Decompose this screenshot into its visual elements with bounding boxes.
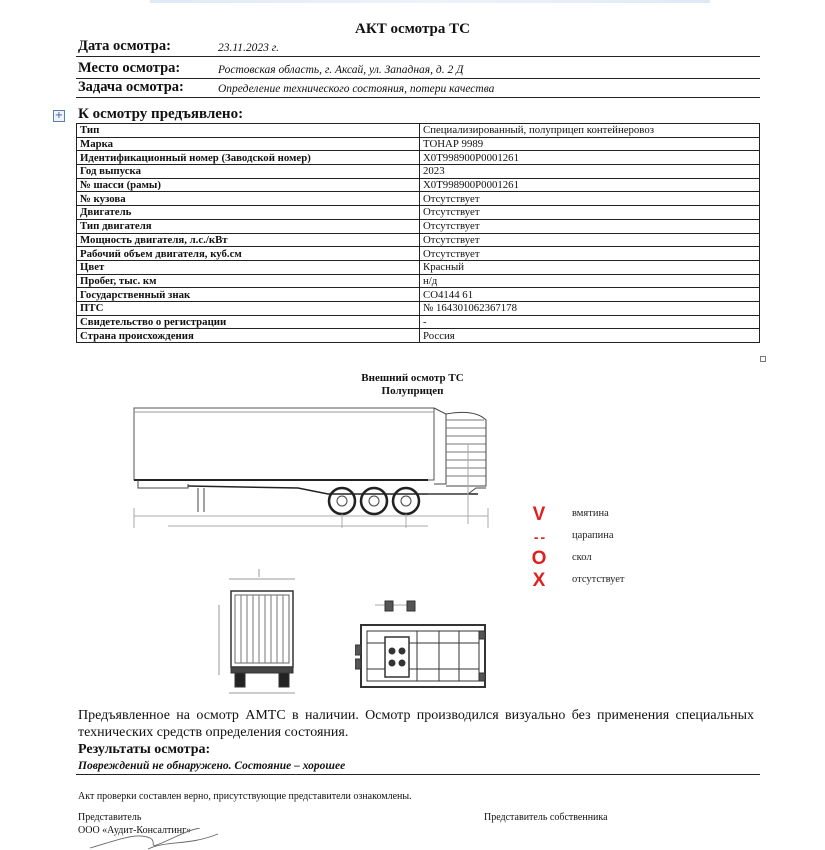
spec-key: № кузова xyxy=(77,192,420,206)
legend-item-chip xyxy=(527,548,677,570)
spec-key: Марка xyxy=(77,137,420,151)
spec-key: Мощность двигателя, л.с./кВт xyxy=(77,233,420,247)
spec-value: ТОНАР 9989 xyxy=(420,137,760,151)
spec-value: Отсутствует xyxy=(420,219,760,233)
spec-value: Красный xyxy=(420,260,760,274)
spec-key: Цвет xyxy=(77,260,420,274)
spec-key: Тип xyxy=(77,124,420,138)
spec-value: X0T998900P0001261 xyxy=(420,178,760,192)
results-label: Результаты осмотра: xyxy=(78,742,211,757)
chip-symbol-icon: O xyxy=(531,548,547,569)
inspection-date-row xyxy=(76,38,760,57)
spec-value: № 164301062367178 xyxy=(420,301,760,315)
table-move-handle-icon[interactable]: + xyxy=(54,110,64,121)
spec-row xyxy=(77,329,760,343)
spec-key: Страна происхождения xyxy=(77,329,420,343)
spec-key: Идентификационный номер (Заводской номер) xyxy=(77,151,420,165)
inspection-task-value: Определение технического состояния, потери качества xyxy=(218,83,495,95)
legend-label-chip: скол xyxy=(572,552,592,563)
spec-row xyxy=(77,178,760,192)
spec-row xyxy=(77,219,760,233)
spec-key: Двигатель xyxy=(77,206,420,220)
legend-label-missing: отсутствует xyxy=(572,574,625,585)
document-title: АКТ осмотра ТС xyxy=(355,21,470,37)
spec-key: ПТС xyxy=(77,301,420,315)
spec-value: 2023 xyxy=(420,165,760,179)
legend-label-scratch: царапина xyxy=(572,530,614,541)
spec-key: Свидетельство о регистрации xyxy=(77,315,420,329)
inspection-paragraph: Предъявленное на осмотр АМТС в наличии. Осмотр производился визуально без применения специальных технических средств определения состояния. xyxy=(78,708,754,740)
trailer-top-view-drawing xyxy=(355,575,490,695)
spec-value: - xyxy=(420,315,760,329)
inspection-place-label: Место осмотра: xyxy=(78,60,181,76)
spec-value: Отсутствует xyxy=(420,192,760,206)
results-text: Повреждений не обнаружено. Состояние – хорошее xyxy=(78,760,346,772)
spec-value: X0T998900P0001261 xyxy=(420,151,760,165)
vehicle-spec-table xyxy=(76,123,760,343)
spec-value: Россия xyxy=(420,329,760,343)
inspection-date-label: Дата осмотра: xyxy=(78,38,171,54)
presented-section-title: К осмотру предъявлено: xyxy=(78,106,244,122)
exterior-title-line2: Полуприцеп xyxy=(381,385,444,397)
spec-row xyxy=(77,124,760,138)
inspection-place-row xyxy=(76,60,760,79)
legend-item-dent xyxy=(527,504,677,526)
trailer-side-view-drawing xyxy=(128,404,498,544)
spec-row xyxy=(77,274,760,288)
spec-key: Пробег, тыс. км xyxy=(77,274,420,288)
spec-value: Отсутствует xyxy=(420,206,760,220)
spec-key: Рабочий объем двигателя, куб.см xyxy=(77,247,420,261)
spec-row xyxy=(77,288,760,302)
spec-key: Тип двигателя xyxy=(77,219,420,233)
spec-row xyxy=(77,260,760,274)
results-row xyxy=(76,758,760,775)
spec-value: СО4144 61 xyxy=(420,288,760,302)
spec-row xyxy=(77,165,760,179)
spec-row xyxy=(77,206,760,220)
top-strip xyxy=(150,0,710,3)
inspection-place-value: Ростовская область, г. Аксай, ул. Западная, д. 2 Д xyxy=(218,64,464,76)
spec-row xyxy=(77,301,760,315)
table-resize-handle[interactable] xyxy=(760,356,766,362)
dent-symbol-icon: V xyxy=(532,504,546,525)
spec-key: № шасси (рамы) xyxy=(77,178,420,192)
scratch-symbol-icon: - - xyxy=(533,529,545,545)
missing-symbol-icon: X xyxy=(532,570,546,591)
spec-row xyxy=(77,233,760,247)
inspection-task-label: Задача осмотра: xyxy=(78,79,184,95)
spec-value: Отсутствует xyxy=(420,247,760,261)
trailer-rear-view-drawing xyxy=(215,565,305,700)
inspection-task-row xyxy=(76,79,760,98)
signature-drawing xyxy=(88,828,228,850)
spec-row xyxy=(77,151,760,165)
legend-item-missing xyxy=(527,570,677,592)
spec-row xyxy=(77,315,760,329)
representative-owner-title: Представитель собственника xyxy=(484,812,608,823)
spec-value: Специализированный, полуприцеп контейнеровоз xyxy=(420,124,760,138)
exterior-title-line1: Внешний осмотр ТС xyxy=(361,372,464,384)
spec-key: Государственный знак xyxy=(77,288,420,302)
legend-item-scratch xyxy=(527,526,677,548)
spec-key: Год выпуска xyxy=(77,165,420,179)
legend-label-dent: вмятина xyxy=(572,508,609,519)
spec-value: н/д xyxy=(420,274,760,288)
inspection-date-value: 23.11.2023 г. xyxy=(218,42,279,54)
spec-row xyxy=(77,192,760,206)
spec-value: Отсутствует xyxy=(420,233,760,247)
representative-left-company: ООО «Аудит-Консалтинг» xyxy=(78,825,192,836)
spec-row xyxy=(77,247,760,261)
representative-left-title: Представитель xyxy=(78,812,142,823)
acknowledgement-text: Акт проверки составлен верно, присутствующие представители ознакомлены. xyxy=(78,791,412,802)
exterior-inspection-title xyxy=(0,372,825,398)
spec-row xyxy=(77,137,760,151)
